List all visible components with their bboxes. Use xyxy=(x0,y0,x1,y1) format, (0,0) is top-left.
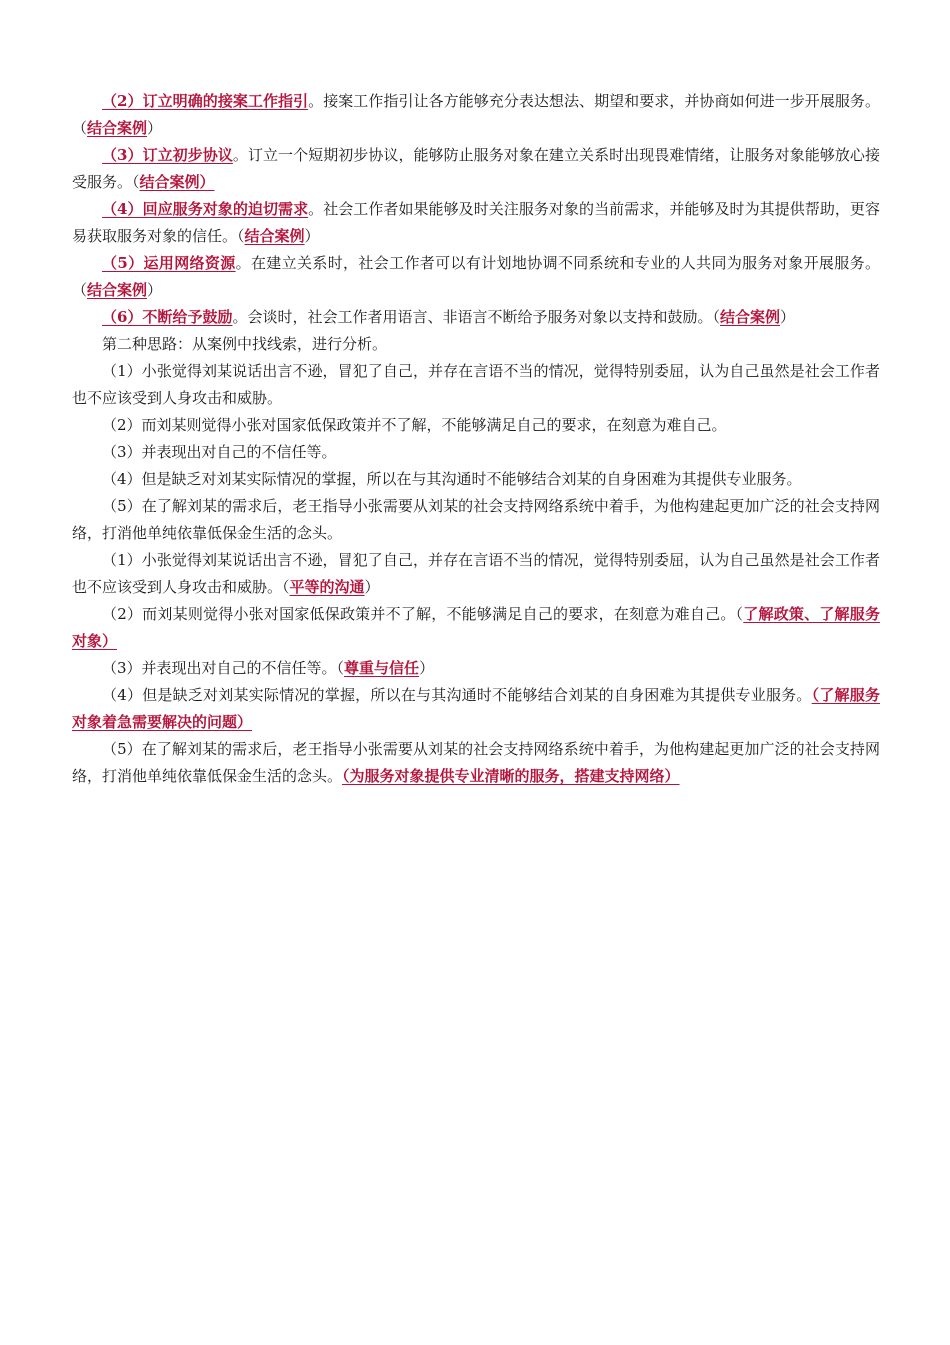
analysis-note: （为服务对象提供专业清晰的服务，搭建支持网络） xyxy=(342,767,680,785)
item-tail: ） xyxy=(779,308,795,326)
analysis-1 xyxy=(72,547,880,601)
clue-1: （1）小张觉得刘某说话出言不逊，冒犯了自己，并存在言语不当的情况，觉得特别委屈，认为自己虽然是社会工作者也不应该受到人身攻击和威胁。 xyxy=(72,362,880,407)
analysis-3 xyxy=(72,655,880,682)
analysis-note: 平等的沟通 xyxy=(289,578,365,596)
clue-3: （3）并表现出对自己的不信任等。 xyxy=(102,443,337,461)
approach1-item-2 xyxy=(72,88,880,142)
case-tag: 结合案例 xyxy=(244,227,305,245)
analysis-5 xyxy=(72,736,880,790)
item-heading: （4）回应服务对象的迫切需求 xyxy=(102,200,309,218)
case-tag: 结合案例 xyxy=(87,281,148,299)
clue-5: （5）在了解刘某的需求后，老王指导小张需要从刘某的社会支持网络系统中着手，为他构建起更加广泛的社会支持网络，打消他单纯依靠低保金生活的念头。 xyxy=(72,497,880,542)
item-body: 。会谈时，社会工作者用语言、非语言不断给予服务对象以支持和鼓励。（ xyxy=(232,308,720,326)
clue-2: （2）而刘某则觉得小张对国家低保政策并不了解，不能够满足自己的要求，在刻意为难自己。 xyxy=(102,416,727,434)
item-heading: （3）订立初步协议 xyxy=(102,146,233,164)
analysis-note: （了解服务对象着急需要解决的问题） xyxy=(72,686,880,731)
case-tag: 结合案例 xyxy=(719,308,780,326)
approach1-item-4 xyxy=(72,196,880,250)
analysis-tail: ） xyxy=(419,659,435,677)
analysis-note: 尊重与信任 xyxy=(344,659,420,677)
analysis-text: （5）在了解刘某的需求后，老王指导小张需要从刘某的社会支持网络系统中着手，为他构建起更加广泛的社会支持网络，打消他单纯依靠低保金生活的念头。 xyxy=(72,740,880,785)
case-tag: 结合案例 xyxy=(87,119,148,137)
item-tail: ） xyxy=(304,227,320,245)
analysis-text: （4）但是缺乏对刘某实际情况的掌握，所以在与其沟通时不能够结合刘某的自身困难为其提供专业服务。 xyxy=(102,686,812,704)
case-tag: 结合案例） xyxy=(139,173,215,191)
approach1-item-5 xyxy=(72,250,880,304)
approach1-item-3 xyxy=(72,142,880,196)
analysis-text: （2）而刘某则觉得小张对国家低保政策并不了解，不能够满足自己的要求，在刻意为难自己。（ xyxy=(102,605,744,623)
analysis-4 xyxy=(72,682,880,736)
analysis-2 xyxy=(72,601,880,655)
item-tail: ） xyxy=(147,281,163,299)
item-body: 。在建立关系时，社会工作者可以有计划地协调不同系统和专业的人共同为服务对象开展服务。（ xyxy=(72,254,880,299)
document-page xyxy=(72,88,880,790)
item-heading: （2）订立明确的接案工作指引 xyxy=(102,92,309,110)
analysis-text: （3）并表现出对自己的不信任等。（ xyxy=(102,659,345,677)
item-body: 。订立一个短期初步协议，能够防止服务对象在建立关系时出现畏难情绪，让服务对象能够放心接受服务。（ xyxy=(72,146,880,191)
clue-4: （4）但是缺乏对刘某实际情况的掌握，所以在与其沟通时不能够结合刘某的自身困难为其提供专业服务。 xyxy=(102,470,802,488)
analysis-tail: ） xyxy=(364,578,380,596)
item-heading: （6）不断给予鼓励 xyxy=(102,308,233,326)
item-heading: （5）运用网络资源 xyxy=(102,254,236,272)
item-body: 。社会工作者如果能够及时关注服务对象的当前需求，并能够及时为其提供帮助，更容易获取服务对象的信任。（ xyxy=(72,200,880,245)
item-tail: ） xyxy=(147,119,163,137)
approach1-item-6 xyxy=(72,304,880,331)
approach2-title: 第二种思路：从案例中找线索，进行分析。 xyxy=(102,335,388,353)
item-body: 。接案工作指引让各方能够充分表达想法、期望和要求，并协商如何进一步开展服务。（ xyxy=(72,92,880,137)
analysis-text: （1）小张觉得刘某说话出言不逊，冒犯了自己，并存在言语不当的情况，觉得特别委屈，认为自己虽然是社会工作者也不应该受到人身攻击和威胁。（ xyxy=(72,551,880,596)
analysis-note: 了解政策、了解服务对象） xyxy=(72,605,880,650)
